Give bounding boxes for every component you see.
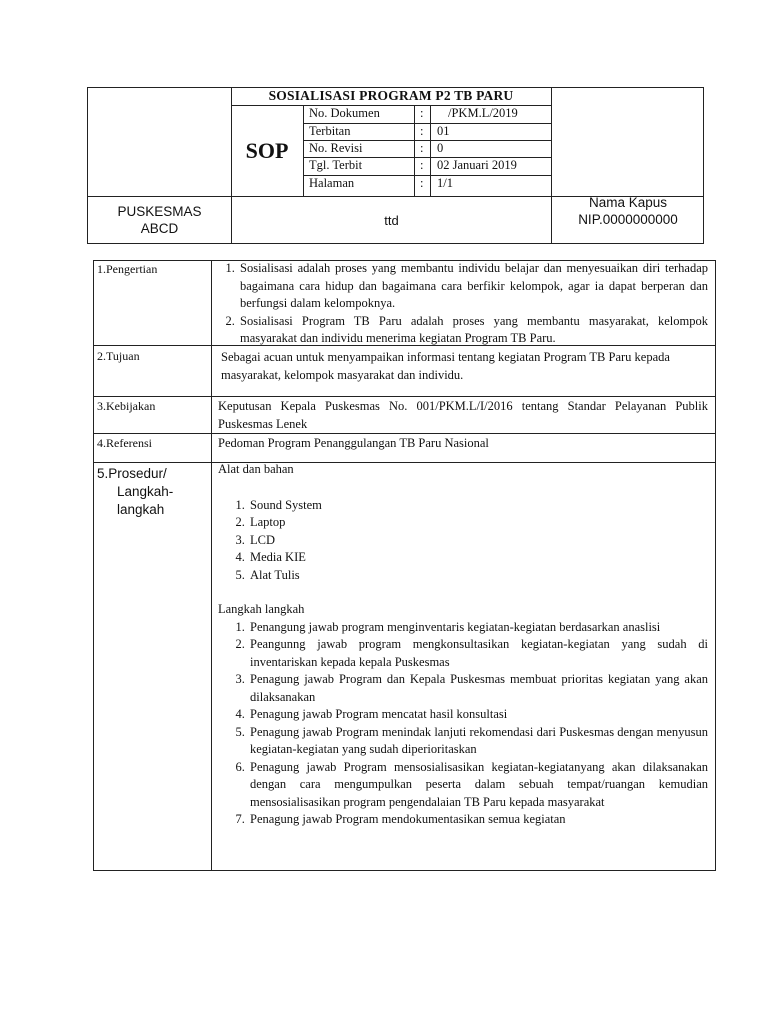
meta-label: Terbitan [309, 124, 351, 138]
meta-colon: : [420, 106, 424, 120]
list-item: 2. Sosialisasi Program TB Paru adalah proses yang membantu masyarakat, kelompok masyarakat dan individu menerima kegiatan Program TB Paru. [238, 313, 708, 348]
meta-label: No. Dokumen [309, 106, 380, 120]
meta-value: 0 [437, 141, 444, 155]
section-label-referensi: 4.Referensi [97, 436, 152, 450]
tool-item: 3. LCD [248, 532, 708, 550]
meta-row-no-revisi [303, 140, 551, 158]
meta-value: 01 [437, 124, 450, 138]
meta-colon: : [420, 141, 424, 155]
signature-cell: ttd [384, 212, 399, 228]
divider [93, 396, 716, 397]
meta-value: /PKM.L/2019 [448, 106, 518, 120]
meta-row-no-dokumen [303, 105, 551, 123]
section-label-tujuan: 2.Tujuan [97, 349, 140, 363]
meta-value: 02 Januari 2019 [437, 158, 517, 172]
meta-label: No. Revisi [309, 141, 363, 155]
section-content-tujuan: Sebagai acuan untuk menyampaikan informasi tentang kegiatan Program TB Paru kepada masyarakat, kelompok masyarakat dan individu. [221, 350, 670, 382]
step-item: 2. Peangunng jawab program mengkonsultasikan kegiatan-kegiatan yang sudah di inventariskan kepada kepala Puskesmas [248, 636, 708, 671]
head-nip: NIP.0000000000 [578, 212, 678, 227]
sop-label: SOP [245, 137, 289, 163]
meta-row-tgl-terbit [303, 157, 551, 175]
step-item: 1. Penangung jawab program menginventaris kegiatan-kegiatan berdasarkan anaslisi [248, 619, 708, 637]
step-item: 6. Penagung jawab Program mensosialisasikan kegiatan-kegiatanyang akan dilaksanakan dengan cara mengumpulkan peserta dalam sebuah tempat/ruangan kemudian mensosialisasikan program pengendalaian TB Paru kepada masyarakat [248, 759, 708, 812]
meta-colon: : [420, 176, 424, 190]
meta-row-halaman [303, 175, 551, 193]
section-label-kebijakan: 3.Kebijakan [97, 399, 156, 413]
section-content-pengertian [218, 260, 708, 348]
meta-label: Halaman [309, 176, 355, 190]
step-item: 5. Penagung jawab Program menindak lanjuti rekomendasi dari Puskesmas dengan menyusun kegiatan-kegiatan yang sudah diperioritaskan [248, 724, 708, 759]
meta-value: 1/1 [437, 176, 453, 190]
tool-item: 1. Sound System [248, 497, 708, 515]
prosedur-label-line3: langkah [117, 502, 165, 517]
section-content-prosedur [218, 461, 708, 829]
section-content-referensi: Pedoman Program Penanggulangan TB Paru Nasional [218, 436, 489, 450]
divider [211, 260, 212, 871]
list-item: 1. Sosialisasi adalah proses yang membantu individu belajar dan menyesuaikan diri terhadap bagaimana cara hidup dan bagaimana cara berfikir kelompok, agar ia dapat berperan dan berfungsi dalam kelompoknya. [238, 260, 708, 313]
tools-list [218, 497, 708, 585]
steps-list [218, 619, 708, 829]
tool-item: 2. Laptop [248, 514, 708, 532]
section-label-prosedur [97, 465, 173, 519]
tools-heading: Alat dan bahan [218, 462, 294, 476]
organization-name [88, 197, 231, 243]
meta-colon: : [420, 158, 424, 172]
meta-row-terbitan [303, 123, 551, 141]
step-item: 4. Penagung jawab Program mencatat hasil konsultasi [248, 706, 708, 724]
tool-item: 4. Media KIE [248, 549, 708, 567]
steps-heading: Langkah langkah [218, 602, 305, 616]
step-item: 7. Penagung jawab Program mendokumentasikan semua kegiatan [248, 811, 708, 829]
organization-line2: ABCD [140, 221, 179, 236]
section-label-pengertian: 1.Pengertian [97, 262, 158, 276]
section-content-kebijakan: Keputusan Kepala Puskesmas No. 001/PKM.L/I/2016 tentang Standar Pelayanan Publik Puskesmas Lenek [218, 399, 708, 431]
divider [93, 433, 716, 434]
head-of-puskesmas [552, 194, 704, 240]
prosedur-label-line1: 5.Prosedur/ [97, 466, 167, 481]
tool-item: 5. Alat Tulis [248, 567, 708, 585]
organization-line1: PUSKESMAS [117, 204, 202, 219]
meta-label: Tgl. Terbit [309, 158, 363, 172]
prosedur-label-line2: Langkah- [117, 484, 174, 499]
step-item: 3. Penagung jawab Program dan Kepala Puskesmas membuat prioritas kegiatan yang akan dilaksanakan [248, 671, 708, 706]
meta-colon: : [420, 124, 424, 138]
document-title: SOSIALISASI PROGRAM P2 TB PARU [268, 88, 514, 103]
head-name: Nama Kapus [588, 195, 668, 210]
